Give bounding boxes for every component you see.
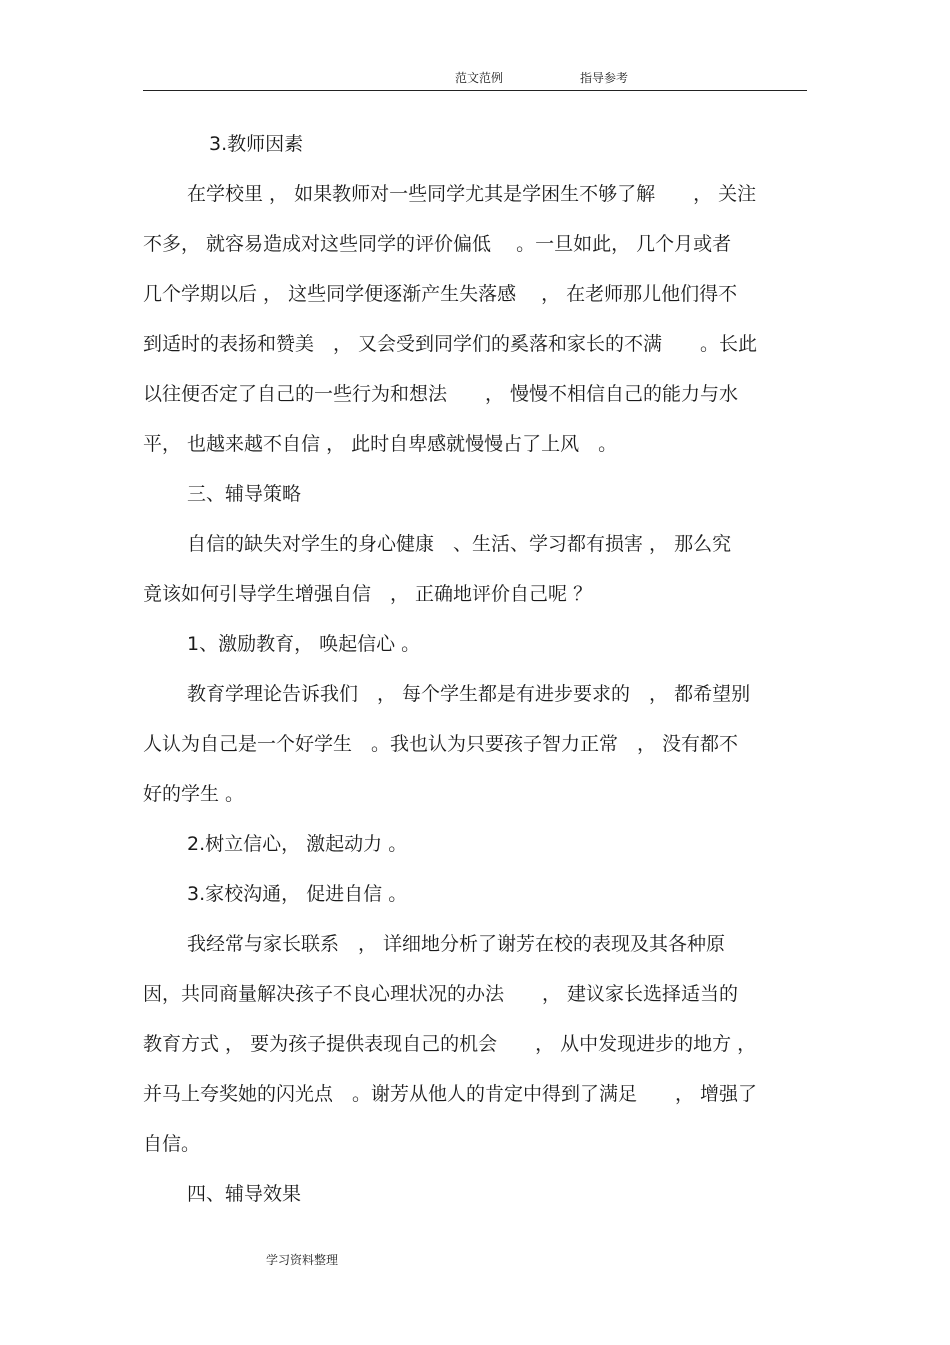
paragraph-line: 并马上夸奖她的闪光点 。谢芳从他人的肯定中得到了满足 ， 增强了 (143, 1083, 758, 1105)
header-divider (143, 90, 807, 91)
paragraph-line: 教育方式 ， 要为孩子提供表现自己的机会 ， 从中发现进步的地方 ， (143, 1033, 757, 1055)
paragraph-line: 竟该如何引导学生增强自信 ， 正确地评价自己呢 ？ (143, 583, 593, 605)
header-left-text: 范文范例 (455, 71, 504, 85)
subsection-heading: 3.家校沟通， 促进自信 。 (187, 883, 408, 905)
document-body (143, 119, 807, 1219)
page-footer: 学习资料整理 (266, 1253, 339, 1267)
paragraph-line: 到适时的表扬和赞美 ， 又会受到同学们的奚落和家长的不满 。长此 (143, 333, 758, 355)
paragraph-line: 教育学理论告诉我们 ， 每个学生都是有进步要求的 ， 都希望别 (187, 683, 751, 705)
subsection-heading: 2.树立信心， 激起动力 。 (187, 833, 408, 855)
paragraph-line: 好的学生 。 (143, 783, 245, 805)
paragraph-line: 几个学期以后 ， 这些同学便逐渐产生失落感 ， 在老师那儿他们得不 (143, 283, 738, 305)
paragraph-line: 我经常与家长联系 ， 详细地分析了谢芳在校的表现及其各种原 (187, 933, 726, 955)
section-heading: 3.教师因素 (209, 133, 304, 155)
paragraph-line: 不多， 就容易造成对这些同学的评价偏低 。一旦如此， 几个月或者 (143, 233, 732, 255)
paragraph-line: 自信的缺失对学生的身心健康 、生活、学习都有损害 ， 那么究 (187, 533, 732, 555)
section-heading: 四、辅导效果 (187, 1183, 302, 1205)
page-header (0, 68, 950, 88)
header-right-text: 指导参考 (580, 71, 629, 85)
subsection-heading: 1、激励教育， 唤起信心 。 (187, 633, 421, 655)
paragraph-line: 人认为自己是一个好学生 。我也认为只要孩子智力正常 ， 没有都不 (143, 733, 739, 755)
section-heading: 三、辅导策略 (187, 483, 302, 505)
paragraph-line: 自信。 (143, 1133, 201, 1155)
paragraph-line: 因，共同商量解决孩子不良心理状况的办法 ， 建议家长选择适当的 (143, 983, 739, 1005)
paragraph-line: 以往便否定了自己的一些行为和想法 ， 慢慢不相信自己的能力与水 (143, 383, 739, 405)
paragraph-line: 平， 也越来越不自信 ， 此时自卑感就慢慢占了上风 。 (143, 433, 618, 455)
paragraph-line: 在学校里 ， 如果教师对一些同学尤其是学困生不够了解 ， 关注 (187, 183, 757, 205)
